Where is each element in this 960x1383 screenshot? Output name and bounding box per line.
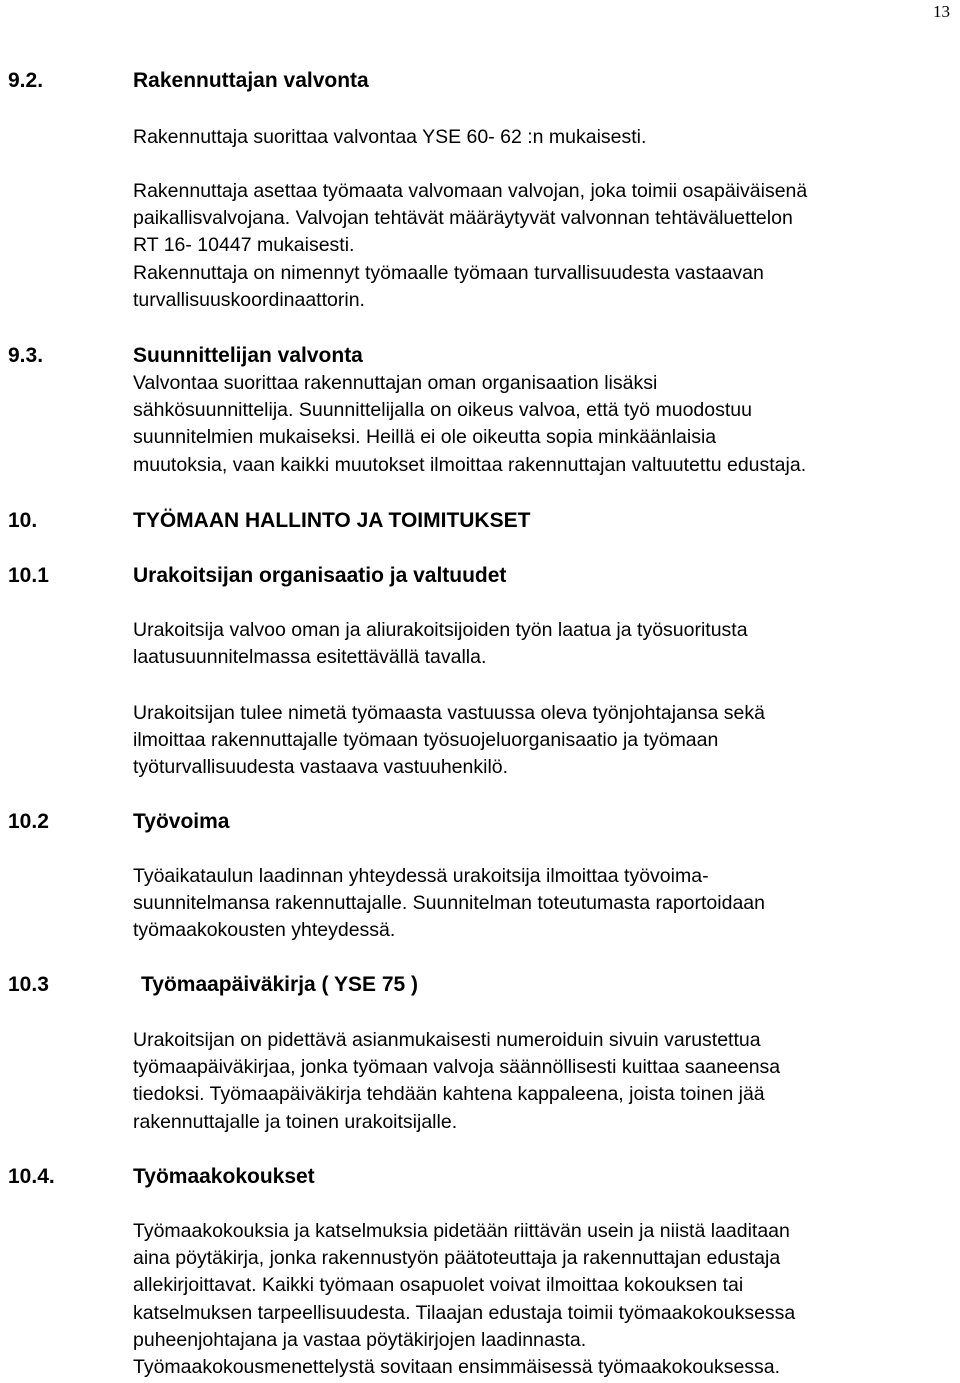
chapter-heading: TYÖMAAN HALLINTO JA TOIMITUKSET <box>133 509 531 532</box>
section-number: 10.1 <box>8 564 49 587</box>
text-line: laatusuunnitelmassa esitettävällä tavalla. <box>133 646 487 669</box>
paragraph <box>133 370 953 479</box>
section-number: 10.2 <box>8 810 49 833</box>
chapter-number: 10. <box>8 509 38 532</box>
text-line: aina pöytäkirja, jonka rakennustyön päätoteuttaja ja rakennuttajan edustaja <box>133 1247 781 1270</box>
text-line: Työmaakokouksia ja katselmuksia pidetään riittävän usein ja niistä laaditaan <box>133 1220 790 1242</box>
section-number: 10.3 <box>8 973 49 996</box>
text-line: sähkösuunnittelija. Suunnittelijalla on oikeus valvoa, että työ muodostuu <box>133 399 752 422</box>
text-line: turvallisuuskoordinaattorin. <box>133 288 365 311</box>
text-line: katselmuksen tarpeellisuudesta. Tilaajan edustaja toimii työmaakokouksessa <box>133 1301 796 1324</box>
text-line: allekirjoittavat. Kaikki työmaan osapuolet voivat ilmoittaa kokouksen tai <box>133 1274 744 1297</box>
text-line: suunnitelmien mukaiseksi. Heillä ei ole oikeutta sopia minkäänlaisia <box>133 426 717 449</box>
text-line: tiedoksi. Työmaapäiväkirja tehdään kahtena kappaleena, joista toinen jää <box>133 1083 765 1106</box>
text-line: paikallisvalvojana. Valvojan tehtävät määräytyvät valvonnan tehtäväluettelon <box>133 207 793 230</box>
paragraph <box>133 1027 953 1136</box>
text-line: Rakennuttaja suorittaa valvontaa YSE 60- 62 :n mukaisesti. <box>133 126 647 148</box>
page-number: 13 <box>933 2 950 21</box>
section-number: 9.2. <box>8 69 44 92</box>
text-line: Urakoitsijan tulee nimetä työmaasta vastuussa oleva työnjohtajansa sekä <box>133 702 765 724</box>
section-heading: Suunnittelijan valvonta <box>133 344 363 367</box>
paragraph <box>133 178 953 314</box>
text-line: työmaakokousten yhteydessä. <box>133 919 396 942</box>
text-line: Työmaakokousmenettelystä sovitaan ensimmäisessä työmaakokouksessa. <box>133 1356 781 1379</box>
text-line: rakennuttajalle ja toinen urakoitsijalle. <box>133 1110 458 1133</box>
section-heading: Urakoitsijan organisaatio ja valtuudet <box>133 564 507 587</box>
section-heading: Työmaapäiväkirja ( YSE 75 ) <box>141 973 419 996</box>
text-line: suunnitelmansa rakennuttajalle. Suunnitelman toteutumasta raportoidaan <box>133 892 765 915</box>
text-line: ilmoittaa rakennuttajalle työmaan työsuojeluorganisaatio ja työmaan <box>133 729 719 752</box>
section-number: 9.3. <box>8 344 44 367</box>
text-line: Urakoitsijan on pidettävä asianmukaisesti numeroiduin sivuin varustettua <box>133 1029 761 1051</box>
paragraph <box>133 124 953 151</box>
text-line: puheenjohtajana ja vastaa pöytäkirjojen laadinnasta. <box>133 1328 587 1351</box>
text-line: työmaapäiväkirjaa, jonka työmaan valvoja säännöllisesti kuittaa saaneensa <box>133 1056 781 1079</box>
text-line: Työaikataulun laadinnan yhteydessä urakoitsija ilmoittaa työvoima- <box>133 865 709 887</box>
section-heading: Työmaakokoukset <box>133 1165 315 1188</box>
text-line: RT 16- 10447 mukaisesti. <box>133 234 355 257</box>
section-heading: Rakennuttajan valvonta <box>133 69 369 92</box>
text-line: Urakoitsija valvoo oman ja aliurakoitsijoiden työn laatua ja työsuoritusta <box>133 619 748 641</box>
section-number: 10.4. <box>8 1165 55 1188</box>
text-line: työturvallisuudesta vastaava vastuuhenkilö. <box>133 756 509 779</box>
paragraph <box>133 700 953 782</box>
paragraph <box>133 617 953 671</box>
text-line: Rakennuttaja asettaa työmaata valvomaan valvojan, joka toimii osapäiväisenä <box>133 180 808 202</box>
section-heading: Työvoima <box>133 810 230 833</box>
paragraph <box>133 863 953 945</box>
text-line: Valvontaa suorittaa rakennuttajan oman organisaation lisäksi <box>133 372 658 394</box>
text-line: muutoksia, vaan kaikki muutokset ilmoittaa rakennuttajan valtuutettu edustaja. <box>133 453 807 476</box>
text-line: Rakennuttaja on nimennyt työmaalle työmaan turvallisuudesta vastaavan <box>133 261 764 284</box>
paragraph <box>133 1218 953 1381</box>
